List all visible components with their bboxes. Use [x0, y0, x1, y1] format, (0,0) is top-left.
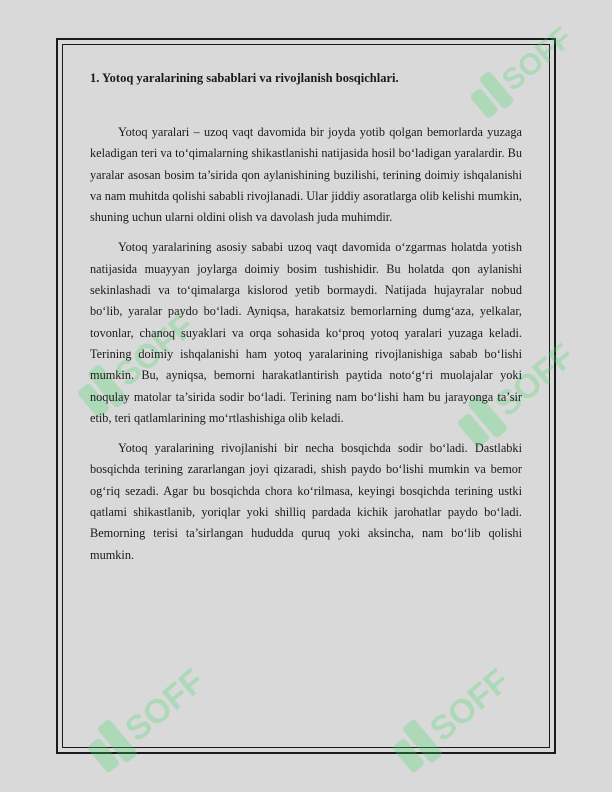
paragraph-1: Yotoq yaralari – uzoq vaqt davomida bir joyda yotib qolgan bemorlarda yuzaga keladigan teri va to‘qimalarning shikastlanishi natijasida hosil bo‘ladigan yaralardir. Bu yaralar asosan bosim ta’sirida qon aylanishining buzilishi, terining doimiy ishqalanishi va nam muhitda qolishi sababli rivojlanadi. Ular jiddiy asoratlarga olib kelishi mumkin, shuning uchun ularni oldini olish va davolash juda muhimdir. [90, 125, 522, 225]
watermark-text: SOFF [117, 661, 212, 750]
paragraph-3: Yotoq yaralarining rivojlanishi bir necha bosqichda sodir bo‘ladi. Dastlabki bosqichda terining zararlangan joyi qizaradi, shish paydo bo‘lishi mumkin va bemor og‘riq sezadi. Agar bu bosqichda chora ko‘rilmasa, keyingi bosqichda terining ustki qatlami shikastlanib, yoriqlar yoki shilliq pardada kichik jarohatlar paydo bo‘ladi. Bemorning terisi ta’sirlangan hududda quruq yoki aksincha, nam bo‘lib qolishi mumkin. [90, 441, 522, 562]
section-heading: 1. Yotoq yaralarining sabablari va rivojlanish bosqichlari. [90, 71, 399, 85]
watermark-text: SOFF [107, 306, 202, 395]
watermark-text: SOFF [496, 20, 579, 98]
paragraph-2: Yotoq yaralarining asosiy sababi uzoq vaqt davomida o‘zgarmas holatda yotish natijasida muayyan joylarga doimiy bosim tushishidir. Bu holatda qon aylanishi sekinlashadi va to‘qimalarga kislorod yetib bormaydi. Natijada hujayralar nobud bo‘lib, yaralar paydo bo‘ladi. Ayniqsa, harakatsiz bemorlarning dumg‘aza, yelkalar, tovonlar, chanoq suyaklari va orqa sohasida ko‘proq yotoq yaralari yuzaga keladi. Terining doimiy ishqalanishi ham yotoq yaralarining rivojlanishiga sabab bo‘lishi mumkin. Bu, ayniqsa, bemorni harakatlantirish paytida noto‘g‘ri muolajalar yoki noqulay matolar ta’sirida sodir bo‘ladi. Terining nam bo‘lishi ham bu jarayonga ta’sir etib, teri qatlamlarining mo‘rtlashishiga olib keladi. [90, 240, 522, 425]
watermark-text: SOFF [487, 336, 582, 425]
document-body [90, 70, 522, 575]
watermark-text: SOFF [422, 661, 517, 750]
